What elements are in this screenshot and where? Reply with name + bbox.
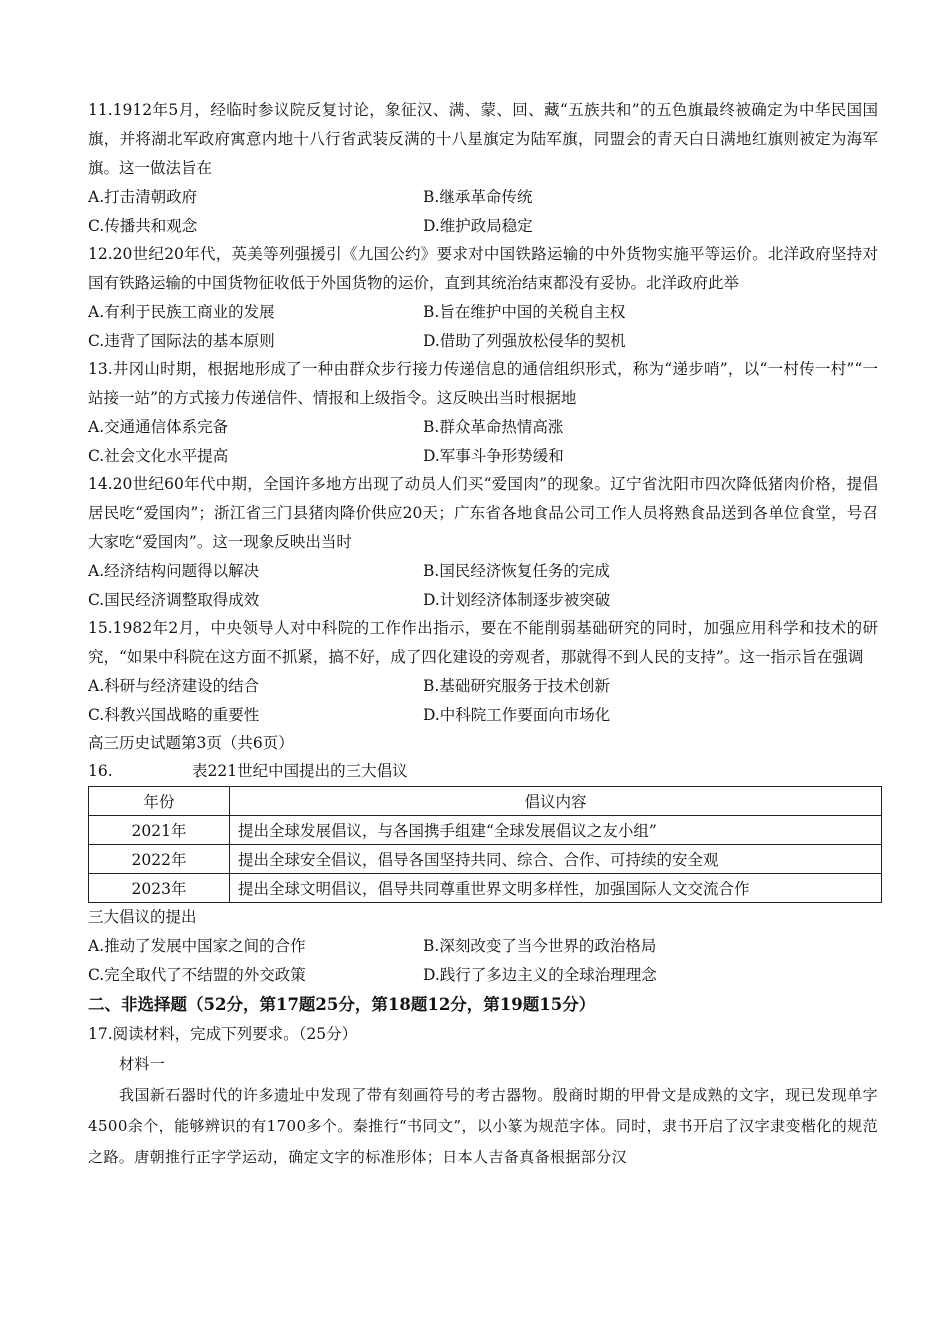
q17-material-title: 材料一	[119, 1055, 166, 1073]
q16-option-d: D.践行了多边主义的全球治理理念	[423, 965, 657, 984]
q16-option-a: A.推动了发展中国家之间的合作	[88, 937, 306, 955]
q14-option-b: B.国民经济恢复任务的完成	[423, 562, 610, 580]
section-heading: 二、非选择题（52分，第17题25分，第18题12分，第19题15分）	[88, 995, 596, 1014]
q15-stem: 15.1982年2月，中央领导人对中科院的工作作出指示，要在不能削弱基础研究的同时，加强应用科学和技术的研究，“如果中科院在这方面不抓紧，搞不好，成了四化建设的旁观者，那就得不到人民的支持”。这一指示旨在强调	[88, 619, 878, 666]
table-cell-year: 2023年	[89, 874, 230, 903]
q11-stem: 11.1912年5月，经临时参议院反复讨论，象征汉、满、蒙、回、藏“五族共和”的五色旗最终被确定为中华民国国旗，并将湖北军政府寓意内地十八行省武装反满的十八星旗定为陆军旗，同盟会的青天白日满地红旗则被定为海军旗。这一做法旨在	[88, 101, 878, 177]
q11-option-a: A.打击清朝政府	[88, 188, 198, 206]
q12-options-row1	[88, 298, 878, 327]
q14-option-c: C.国民经济调整取得成效	[88, 590, 260, 609]
q14-stem: 14.20世纪60年代中期，全国许多地方出现了动员人们买“爱国肉”的现象。辽宁省沈阳市四次降低猪肉价格，提倡居民吃“爱国肉”；浙江省三门县猪肉降价供应20天；广东省各地食品公司工作人员将熟食品送到各单位食堂，号召大家吃“爱国肉”。这一现象反映出当时	[88, 475, 878, 551]
q13-options-row1	[88, 413, 878, 442]
q12-option-c: C.违背了国际法的基本原则	[88, 331, 275, 350]
q16-stem: 三大倡议的提出	[88, 908, 197, 926]
q11-option-d: D.维护政局稳定	[423, 216, 533, 235]
q11-option-b: B.继承革命传统	[423, 188, 533, 206]
table-row	[89, 816, 882, 845]
q13-option-d: D.军事斗争形势缓和	[423, 446, 564, 465]
q13-option-c: C.社会文化水平提高	[88, 446, 229, 465]
q11-option-c: C.传播共和观念	[88, 216, 198, 235]
q16-caption-line	[88, 758, 878, 784]
table-header-row	[89, 787, 882, 816]
q15-options-row2	[88, 701, 878, 730]
q12-options-row2	[88, 327, 878, 356]
table-header-year: 年份	[89, 787, 230, 816]
q16-number: 16.	[88, 762, 113, 780]
q15-option-b: B.基础研究服务于技术创新	[423, 677, 610, 695]
q15-option-c: C.科教兴国战略的重要性	[88, 705, 260, 724]
q12-stem: 12.20世纪20年代，英美等列强援引《九国公约》要求对中国铁路运输的中外货物实施平等运价。北洋政府坚持对国有铁路运输的中国货物征收低于外国货物的运价，直到其统治结束都没有妥协。北洋政府此举	[88, 245, 878, 292]
q16-table	[88, 786, 882, 903]
q15-options-row1	[88, 672, 878, 701]
table-cell-year: 2022年	[89, 845, 230, 874]
q16-option-c: C.完全取代了不结盟的外交政策	[88, 965, 306, 984]
q14-options-row2	[88, 586, 878, 615]
table-row	[89, 874, 882, 903]
q13-options-row2	[88, 442, 878, 471]
table-cell-content: 提出全球发展倡议，与各国携手组建“全球发展倡议之友小组”	[230, 816, 882, 845]
q16-options-row2	[88, 961, 878, 990]
q17-material-text: 我国新石器时代的许多遗址中发现了带有刻画符号的考古器物。殷商时期的甲骨文是成熟的文字，现已发现单字4500余个，能够辨识的有1700多个。秦推行“书同文”，以小篆为规范字体。同时，隶书开启了汉字隶变楷化的规范之路。唐朝推行正字学运动，确定文字的标准形体；日本人吉备真备根据部分汉	[88, 1086, 878, 1166]
q16-table-caption: 表221世纪中国提出的三大倡议	[192, 762, 408, 780]
q12-option-b: B.旨在维护中国的关税自主权	[423, 303, 626, 321]
table-cell-year: 2021年	[89, 816, 230, 845]
q16-option-b: B.深刻改变了当今世界的政治格局	[423, 937, 657, 955]
table-header-content: 倡议内容	[230, 787, 882, 816]
q13-option-b: B.群众革命热情高涨	[423, 418, 564, 436]
q16-options-row1	[88, 932, 878, 961]
q12-option-d: D.借助了列强放松侵华的契机	[423, 331, 626, 350]
q13-option-a: A.交通通信体系完备	[88, 418, 229, 436]
q15-option-a: A.科研与经济建设的结合	[88, 677, 260, 695]
exam-page	[88, 96, 878, 1173]
q14-option-a: A.经济结构问题得以解决	[88, 562, 260, 580]
q17-stem: 17.阅读材料，完成下列要求。（25分）	[88, 1025, 358, 1043]
q13-stem: 13.井冈山时期，根据地形成了一种由群众步行接力传递信息的通信组织形式，称为“递步哨”，以“一村传一村”“一站接一站”的方式接力传递信件、情报和上级指令。这反映出当时根据地	[88, 360, 878, 407]
page-footer: 高三历史试题第3页（共6页）	[88, 734, 294, 752]
table-cell-content: 提出全球安全倡议，倡导各国坚持共同、综合、合作、可持续的安全观	[230, 845, 882, 874]
table-cell-content: 提出全球文明倡议，倡导共同尊重世界文明多样性，加强国际人文交流合作	[230, 874, 882, 903]
q14-options-row1	[88, 557, 878, 586]
q11-options-row1	[88, 183, 878, 212]
q11-options-row2	[88, 212, 878, 241]
q12-option-a: A.有利于民族工商业的发展	[88, 303, 275, 321]
q15-option-d: D.中科院工作要面向市场化	[423, 705, 611, 724]
q14-option-d: D.计划经济体制逐步被突破	[423, 590, 611, 609]
table-row	[89, 845, 882, 874]
